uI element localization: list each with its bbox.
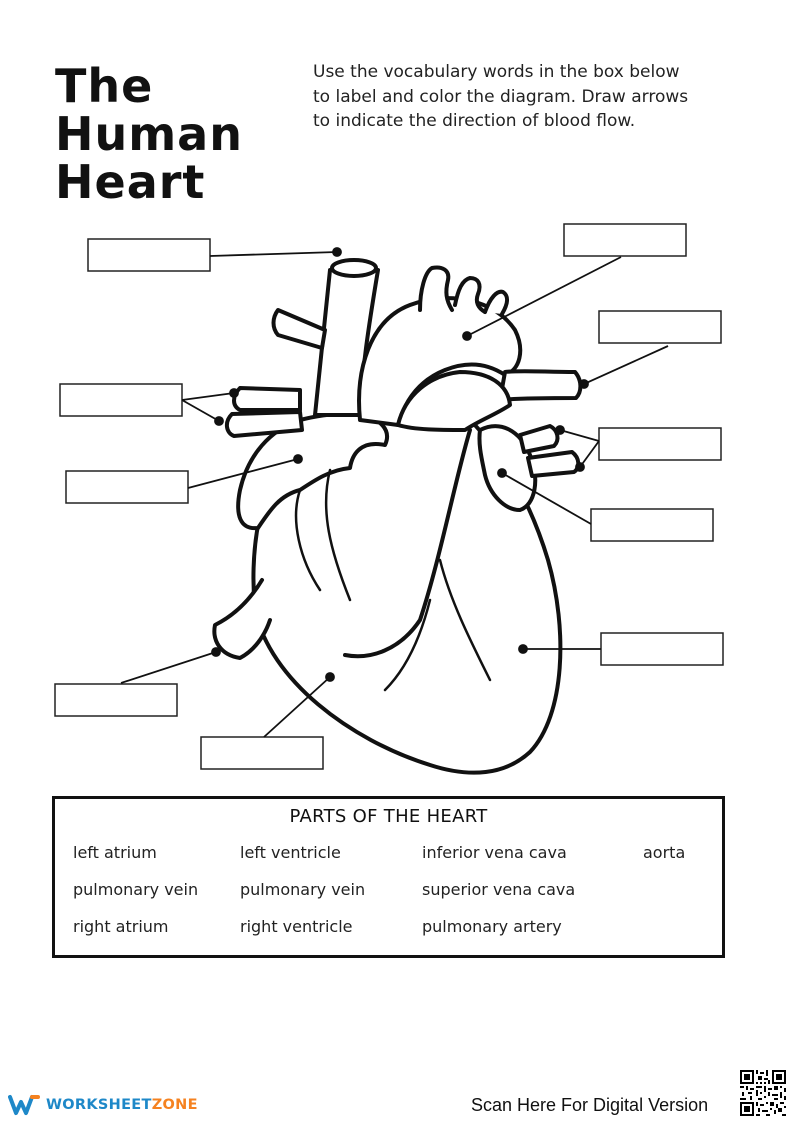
term-inferior-vena-cava: inferior vena cava (422, 843, 567, 862)
leader-line-4b (182, 400, 219, 421)
label-box-6[interactable] (66, 471, 188, 503)
leader-dot-5a (556, 426, 564, 434)
brand-part-2: ZONE (151, 1097, 198, 1113)
label-box-5[interactable] (599, 428, 721, 460)
qr-code-icon[interactable] (740, 1070, 786, 1116)
instruction-line-2: to label and color the diagram. Draw arrows (313, 86, 689, 107)
pulmonary-vein-left-lower (528, 452, 578, 476)
label-box-8[interactable] (601, 633, 723, 665)
leader-dot-4b (215, 417, 223, 425)
label-box-2[interactable] (564, 224, 686, 256)
term-pulmonary-artery: pulmonary artery (422, 917, 562, 936)
term-pulmonary-vein-1: pulmonary vein (73, 880, 199, 899)
leader-line-9 (121, 652, 216, 683)
leader-line-2 (467, 257, 621, 336)
leader-line-1 (210, 252, 337, 256)
leader-line-3 (584, 346, 668, 384)
leader-dot-4a (230, 389, 238, 397)
title-line-2: Human (55, 107, 243, 161)
leader-dot-1 (333, 248, 341, 256)
term-left-atrium: left atrium (73, 843, 157, 862)
label-box-7[interactable] (591, 509, 713, 541)
brand-part-1: WORKSHEET (46, 1097, 152, 1113)
scan-text: Scan Here For Digital Version (471, 1095, 709, 1115)
instruction-line-3: to indicate the direction of blood flow. (313, 111, 636, 131)
term-right-atrium: right atrium (73, 917, 169, 936)
inferior-vena-cava-shape (214, 580, 270, 658)
leader-dot-2 (463, 332, 471, 340)
leader-line-5a (560, 430, 599, 441)
leader-dot-3 (580, 380, 588, 388)
pulmonary-artery-left-branch (274, 310, 326, 348)
instruction-line-1: Use the vocabulary words in the box below (313, 62, 680, 82)
term-pulmonary-vein-2: pulmonary vein (240, 880, 366, 899)
leader-dot-5b (576, 463, 584, 471)
parts-box-title: PARTS OF THE HEART (289, 806, 488, 827)
pulmonary-artery-right-branch (500, 371, 580, 400)
term-superior-vena-cava: superior vena cava (422, 880, 576, 899)
label-box-3[interactable] (599, 311, 721, 343)
pulmonary-vein-left-upper (520, 426, 557, 452)
leader-dot-8 (519, 645, 527, 653)
term-left-ventricle: left ventricle (240, 843, 341, 862)
vena-cava-opening (332, 260, 376, 276)
term-right-ventricle: right ventricle (240, 917, 353, 936)
leader-line-4a (182, 393, 234, 400)
title-line-1: The (55, 59, 154, 113)
leader-dot-6 (294, 455, 302, 463)
heart-illustration (214, 260, 580, 773)
leader-dot-7 (498, 469, 506, 477)
parts-of-heart-box (52, 796, 725, 958)
title-line-3: Heart (55, 155, 206, 209)
aortic-branch-1 (420, 268, 452, 311)
pulmonary-vein-right-lower (227, 412, 302, 436)
brand-name (46, 1097, 198, 1113)
w-logo-icon (8, 1094, 40, 1116)
worksheet-zone-logo (8, 1092, 198, 1118)
term-aorta: aorta (643, 843, 686, 862)
aortic-branch-3 (485, 292, 507, 314)
label-box-10[interactable] (201, 737, 323, 769)
label-box-1[interactable] (88, 239, 210, 271)
pulmonary-vein-right-upper (234, 388, 300, 410)
leader-dot-9 (212, 648, 220, 656)
leader-dot-10 (326, 673, 334, 681)
label-box-4[interactable] (60, 384, 182, 416)
label-box-9[interactable] (55, 684, 177, 716)
